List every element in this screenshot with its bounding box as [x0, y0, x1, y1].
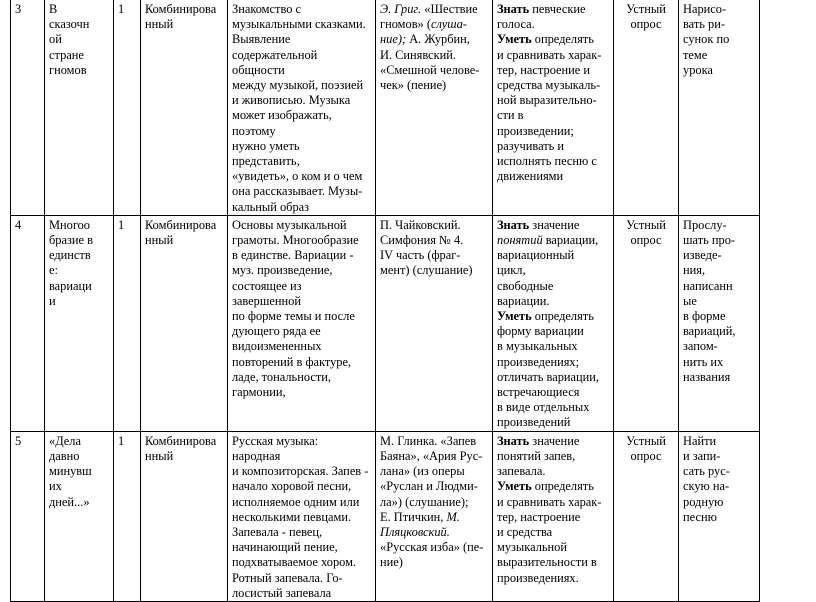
lesson-skills: Знать значение понятий вариации, вариационный цикл, свободные вариации. Уметь определять форму вариации в музыкальных произведениях; отличать вариации, встречающиеся в виде отдельных произведений — [493, 215, 614, 431]
lesson-number: 3 — [11, 0, 45, 215]
lesson-homework: Прослу- шать про- изведе- ния, написанн ые в форме вариаций, запом- нить их названия — [679, 215, 760, 431]
lesson-plan-table — [10, 0, 760, 602]
lesson-hours: 1 — [114, 0, 141, 215]
table-row — [11, 0, 760, 215]
lesson-homework: Нарисо- вать ри- сунок по теме урока — [679, 0, 760, 215]
lesson-control: Устный опрос — [614, 0, 679, 215]
lesson-hours: 1 — [114, 215, 141, 431]
lesson-topic: Многоо бразие в единств е: вариаци и — [45, 215, 114, 431]
lesson-type: Комбинирова нный — [141, 0, 228, 215]
lesson-number: 5 — [11, 431, 45, 601]
lesson-topic: «Дела давно минувш их дней...» — [45, 431, 114, 601]
table-row — [11, 215, 760, 431]
lesson-repertoire: П. Чайковский. Симфония № 4. IV часть (фраг- мент) (слушание) — [376, 215, 493, 431]
lesson-content: Знакомство с музыкальными сказками. Выявление содержательной общности между музыкой, поэзией и живописью. Музыка может изображать, поэтому нужно уметь представить, «увидеть», о ком и о чем она рассказывает. Музы- кальный образ — [228, 0, 376, 215]
lesson-content: Русская музыка: народная и композиторская. Запев - начало хоровой песни, исполняемое одним или несколькими певцами. Запевала - певец, начинающий пение, подхватываемое хором. Ротный запевала. Го- лосистый запевала — [228, 431, 376, 601]
lesson-homework: Найти и запи- сать рус- скую на- родную песню — [679, 431, 760, 601]
lesson-number: 4 — [11, 215, 45, 431]
lesson-skills: Знать значение понятий запев, запевала. Уметь определять и сравнивать харак- тер, настроение и средства музыкальной выразительности в произведениях. — [493, 431, 614, 601]
lesson-type: Комбинирова нный — [141, 431, 228, 601]
lesson-control: Устный опрос — [614, 431, 679, 601]
lesson-skills: Знать певческие голоса. Уметь определять и сравнивать харак- тер, настроение и средства музыкаль- ной выразительно- сти в произведении; разучивать и исполнять песню с движениями — [493, 0, 614, 215]
lesson-type: Комбинирова нный — [141, 215, 228, 431]
lesson-topic: В сказочн ой стране гномов — [45, 0, 114, 215]
lesson-repertoire: М. Глинка. «Запев Баяна», «Ария Рус- лана» (из оперы «Руслан и Людми- ла») (слушание); Е. Птичкин, М. Пляцковский. «Русская изба» (пе- ние) — [376, 431, 493, 601]
lesson-control: Устный опрос — [614, 215, 679, 431]
lesson-hours: 1 — [114, 431, 141, 601]
lesson-content: Основы музыкальной грамоты. Многообразие в единстве. Вариации - муз. произведение, состоящее из завершенной по форме темы и после дующего ряда ее видоизмененных повторений в фактуре, ладе, тональности, гармонии, — [228, 215, 376, 431]
table-row — [11, 431, 760, 601]
lesson-repertoire: Э. Григ. «Шествие гномов» (слуша- ние); А. Журбин, И. Синявский. «Смешной челове- чек» (пение) — [376, 0, 493, 215]
